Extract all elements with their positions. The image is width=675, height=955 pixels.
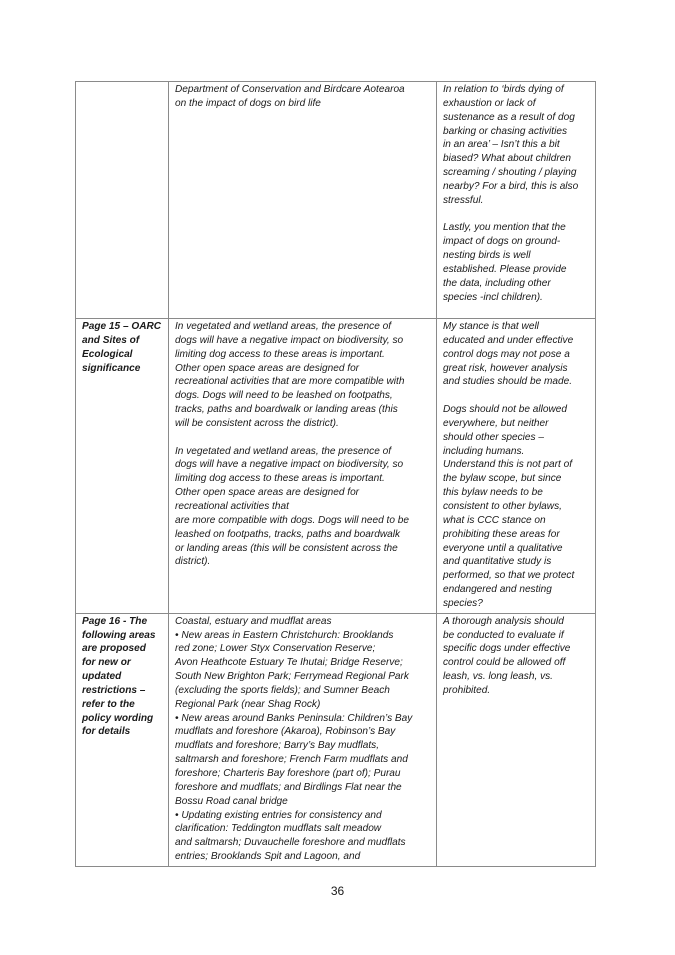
table-body [76,82,596,867]
consultation-table [75,81,596,867]
section-label-text: Page 15 – OARC and Sites of Ecological significance [82,321,162,374]
comment-paragraph: Dogs should not be allowed everywhere, but neither should other species – including humans. Understand this is not part of the bylaw scope, but since this bylaw needs to be consistent to other bylaws, what is CCC stance on prohibiting these areas for everyone until a qualitative and quantitative study is performed, so that we protect endangered and nesting species? [443,404,575,609]
paragraph-gap [175,431,431,445]
proposal-paragraph: Department of Conservation and Birdcare Aotearoa on the impact of dogs on bird life [175,84,405,109]
page-number: 36 [330,884,345,898]
proposal-paragraph: Coastal, estuary and mudflat areas • New areas in Eastern Christchurch: Brooklands red zone; Lower Styx Conservation Reserve; Avon Heathcote Estuary Te Ihutai; Bridge Reserve; South New Brighton Park; Ferrymead Regional Park (excluding the sports fields); and Sumner Beach Regional Park (near Shag Rock) • New areas around Banks Peninsula: Children’s Bay mudflats and foreshore (Akaroa), Robinson’s Bay mudflats and foreshore; Barry’s Bay mudflats, saltmarsh and foreshore; French Farm mudflats and foreshore; Charteris Bay foreshore (part of); Purau foreshore and mudflats; and Birdlings Flat near the Bossu Road canal bridge • Updating existing entries for consistency and clarification: Teddington mudflats salt meadow and saltmarsh; Duvauchelle foreshore and mudflats entries; Brooklands Spit and Lagoon, and [175,615,413,863]
row-proposal-text [169,319,437,614]
paragraph-gap [443,389,590,403]
comment-paragraph: My stance is that well educated and under effective control dogs may not pose a great risk, however analysis and studies should be made. [443,321,574,388]
comment-paragraph: In relation to ‘birds dying of exhaustion or lack of sustenance as a result of dog barking or chasing activities in an area’ – Isn’t this a bit biased? What about children screaming / shouting / playing nearby? For a bird, this is also stressful. [443,84,579,206]
table-row [76,82,596,319]
row-section-label [76,82,169,319]
row-section-label [76,319,169,614]
row-feedback-comment [437,82,596,319]
row-section-label [76,613,169,866]
table-row [76,613,596,866]
paragraph-gap [443,208,590,222]
row-proposal-text [169,613,437,866]
proposal-paragraph: In vegetated and wetland areas, the presence of dogs will have a negative impact on biodiversity, so limiting dog access to these areas is important. Other open space areas are designed for recreational activities that are more compatible with dogs. Dogs will need to be leashed on footpaths, tracks, paths and boardwalk or landing areas (this will be consistent across the district). [175,445,409,568]
table-row [76,319,596,614]
row-proposal-text [169,82,437,319]
section-label-text: Page 16 - The following areas are proposed for new or updated restrictions – refer to the policy wording for details [82,615,156,738]
row-feedback-comment [437,319,596,614]
row-feedback-comment [437,613,596,866]
comment-paragraph: Lastly, you mention that the impact of dogs on ground- nesting birds is well established. Please provide the data, including other species -incl children). [443,222,567,303]
proposal-paragraph: In vegetated and wetland areas, the presence of dogs will have a negative impact on biodiversity, so limiting dog access to these areas is important. Other open space areas are designed for recreational activities that are more compatible with dogs. Dogs will need to be leashed on footpaths, tracks, paths and boardwalk or landing areas (this will be consistent across the district). [175,321,405,429]
comment-paragraph: A thorough analysis should be conducted to evaluate if specific dogs under effective control could be allowed off leash, vs. long leash, vs. prohibited. [443,615,571,696]
